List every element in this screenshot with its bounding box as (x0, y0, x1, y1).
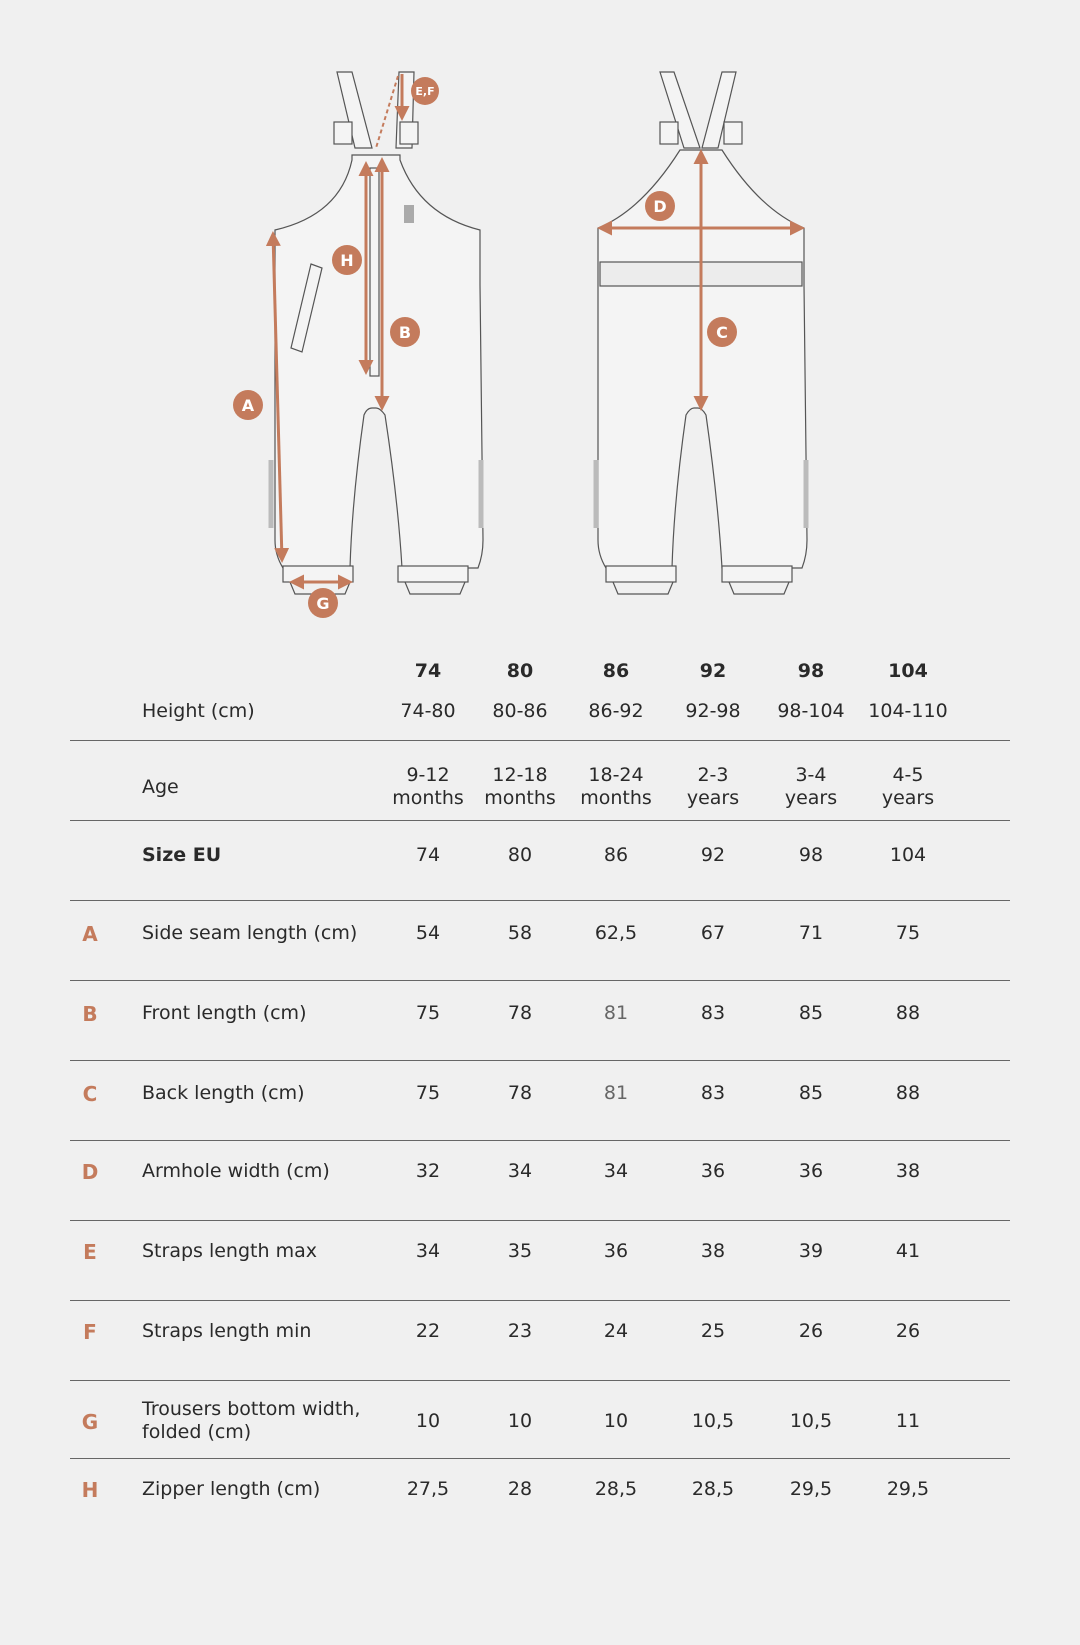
row-label: Back length (cm) (142, 1082, 305, 1104)
cell-98 (763, 764, 859, 810)
cell-80 (472, 700, 568, 723)
cell-line: 80-86 (492, 700, 548, 722)
cell-86 (568, 1410, 664, 1433)
row-label: Zipper length (cm) (142, 1478, 321, 1500)
badge-ef-text: E,F (415, 85, 435, 98)
cell-line: 88 (895, 1002, 921, 1024)
cell-92 (665, 1478, 761, 1501)
badge-h-text: H (340, 251, 354, 270)
cell-line: 26 (895, 1320, 921, 1342)
row-letter: E (83, 1240, 97, 1264)
cell-line: years (784, 787, 838, 809)
cell-104 (860, 1002, 956, 1025)
front-right-cuff (398, 566, 468, 582)
cell-line: 34 (507, 1160, 533, 1182)
row-letter: H (81, 1478, 99, 1502)
front-left-cuff (283, 566, 353, 582)
cell-line: 25 (700, 1320, 726, 1342)
cell-92 (665, 844, 761, 867)
row-divider (70, 1220, 1010, 1221)
cell-line: 41 (895, 1240, 921, 1262)
row-label: Size EU (142, 844, 222, 866)
cell-86 (568, 1160, 664, 1183)
cell-line: 81 (603, 1082, 629, 1104)
cell-92 (665, 1160, 761, 1183)
cell-line: 86 (603, 844, 629, 866)
cell-line: 35 (507, 1240, 533, 1262)
cell-74 (380, 1320, 476, 1343)
size-header-row (70, 660, 1010, 696)
cell-86 (568, 922, 664, 945)
row-letter: C (82, 1082, 98, 1106)
badge-a-text: A (241, 396, 255, 415)
cell-line: 24 (603, 1320, 629, 1342)
cell-line: 62,5 (594, 922, 638, 944)
size-header-104: 104 (888, 660, 928, 682)
row-label: Age (142, 776, 179, 798)
cell-98 (763, 1410, 859, 1433)
cell-line: 81 (603, 1002, 629, 1024)
row-divider (70, 980, 1010, 981)
size-header-74: 74 (414, 660, 442, 682)
row-letter: F (83, 1320, 97, 1344)
row-divider (70, 1458, 1010, 1459)
cell-80 (472, 1160, 568, 1183)
cell-line: 32 (415, 1160, 441, 1182)
row-label: Armhole width (cm) (142, 1160, 330, 1182)
cell-line: 104-110 (868, 700, 948, 722)
cell-74 (380, 922, 476, 945)
cell-line: 104 (889, 844, 927, 866)
cell-line: 92-98 (685, 700, 741, 722)
cell-86 (568, 1320, 664, 1343)
garment-diagram (0, 0, 1080, 640)
cell-74 (380, 764, 476, 810)
size-header-86: 86 (602, 660, 630, 682)
cell-92 (665, 1410, 761, 1433)
cell-line: 28 (507, 1478, 533, 1500)
cell-86 (568, 1002, 664, 1025)
cell-104 (860, 1478, 956, 1501)
cell-74 (380, 844, 476, 867)
cell-86 (568, 844, 664, 867)
cell-line: 71 (798, 922, 824, 944)
back-right-buckle (724, 122, 742, 144)
cell-line: 78 (507, 1002, 533, 1024)
row-label: Side seam length (cm) (142, 922, 358, 944)
cell-92 (665, 1240, 761, 1263)
row-divider (70, 900, 1010, 901)
cell-74 (380, 1160, 476, 1183)
cell-line: 36 (603, 1240, 629, 1262)
cell-line: 28,5 (594, 1478, 638, 1500)
cell-line: 92 (700, 844, 726, 866)
back-left-buckle (660, 122, 678, 144)
cell-92 (665, 922, 761, 945)
row-label: Straps length max (142, 1240, 317, 1262)
cell-86 (568, 700, 664, 723)
cell-line: 4-5 (892, 764, 924, 786)
cell-line: 29,5 (886, 1478, 930, 1500)
cell-line: 29,5 (789, 1478, 833, 1500)
row-letter: A (82, 922, 98, 946)
cell-line: 85 (798, 1082, 824, 1104)
cell-line: months (484, 787, 556, 809)
cell-74 (380, 1002, 476, 1025)
cell-104 (860, 764, 956, 810)
cell-98 (763, 1320, 859, 1343)
cell-line: 98-104 (777, 700, 845, 722)
row-divider (70, 820, 1010, 821)
back-right-cuff (722, 566, 792, 582)
cell-80 (472, 1240, 568, 1263)
size-header-98: 98 (797, 660, 825, 682)
cell-line: 75 (415, 1002, 441, 1024)
row-label: Straps length min (142, 1320, 312, 1342)
row-label: Front length (cm) (142, 1002, 307, 1024)
cell-line: 39 (798, 1240, 824, 1262)
cell-104 (860, 1240, 956, 1263)
cell-line: months (392, 787, 464, 809)
cell-line: 36 (798, 1160, 824, 1182)
cell-80 (472, 844, 568, 867)
cell-line: 34 (415, 1240, 441, 1262)
cell-80 (472, 1478, 568, 1501)
row-letter: G (81, 1410, 99, 1434)
cell-80 (472, 764, 568, 810)
cell-74 (380, 1410, 476, 1433)
cell-line: 26 (798, 1320, 824, 1342)
cell-line: 54 (415, 922, 441, 944)
cell-line: 80 (507, 844, 533, 866)
cell-line: 75 (415, 1082, 441, 1104)
cell-line: 18-24 (588, 764, 644, 786)
cell-line: 11 (895, 1410, 921, 1432)
cell-104 (860, 922, 956, 945)
badge-d-text: D (653, 197, 667, 216)
cell-line: 10,5 (789, 1410, 833, 1432)
cell-104 (860, 1082, 956, 1105)
cell-line: 85 (798, 1002, 824, 1024)
cell-line: 9-12 (406, 764, 450, 786)
cell-104 (860, 1320, 956, 1343)
cell-104 (860, 844, 956, 867)
front-left-buckle (334, 122, 352, 144)
cell-80 (472, 1002, 568, 1025)
badge-g-text: G (316, 594, 330, 613)
front-right-footstrap (405, 582, 465, 594)
cell-line: 38 (700, 1240, 726, 1262)
cell-line: 74 (415, 844, 441, 866)
back-left-cuff (606, 566, 676, 582)
cell-92 (665, 700, 761, 723)
cell-98 (763, 1002, 859, 1025)
cell-line: 86-92 (588, 700, 644, 722)
cell-line: 34 (603, 1160, 629, 1182)
row-divider (70, 1380, 1010, 1381)
size-header-92: 92 (699, 660, 727, 682)
cell-line: 75 (895, 922, 921, 944)
cell-line: 10,5 (691, 1410, 735, 1432)
cell-line: 3-4 (795, 764, 827, 786)
cell-98 (763, 1240, 859, 1263)
cell-74 (380, 700, 476, 723)
row-label: Trousers bottom width, folded (cm) (142, 1398, 361, 1443)
cell-80 (472, 1320, 568, 1343)
cell-line: 98 (798, 844, 824, 866)
cell-line: 38 (895, 1160, 921, 1182)
cell-98 (763, 844, 859, 867)
row-divider (70, 1140, 1010, 1141)
front-logo-patch (404, 205, 414, 223)
cell-line: 28,5 (691, 1478, 735, 1500)
cell-98 (763, 700, 859, 723)
cell-92 (665, 1002, 761, 1025)
cell-line: 22 (415, 1320, 441, 1342)
cell-line: 10 (603, 1410, 629, 1432)
cell-92 (665, 1082, 761, 1105)
cell-86 (568, 1240, 664, 1263)
row-divider (70, 1060, 1010, 1061)
cell-line: 83 (700, 1082, 726, 1104)
cell-80 (472, 1410, 568, 1433)
cell-86 (568, 764, 664, 810)
cell-74 (380, 1082, 476, 1105)
cell-98 (763, 922, 859, 945)
cell-74 (380, 1478, 476, 1501)
cell-line: years (686, 787, 740, 809)
row-letter: B (82, 1002, 98, 1026)
cell-92 (665, 764, 761, 810)
cell-line: 12-18 (492, 764, 548, 786)
row-divider (70, 740, 1010, 741)
row-label: Height (cm) (142, 700, 255, 722)
cell-92 (665, 1320, 761, 1343)
cell-line: 27,5 (406, 1478, 450, 1500)
cell-104 (860, 1160, 956, 1183)
cell-98 (763, 1478, 859, 1501)
cell-line: 23 (507, 1320, 533, 1342)
badge-c-text: C (716, 323, 728, 342)
cell-line: months (580, 787, 652, 809)
front-view (271, 72, 483, 594)
cell-80 (472, 1082, 568, 1105)
row-divider (70, 1300, 1010, 1301)
badge-b-text: B (398, 323, 412, 342)
cell-line: 36 (700, 1160, 726, 1182)
cell-104 (860, 1410, 956, 1433)
cell-line: 83 (700, 1002, 726, 1024)
cell-line: 78 (507, 1082, 533, 1104)
cell-104 (860, 700, 956, 723)
front-right-buckle (400, 122, 418, 144)
cell-line: years (881, 787, 935, 809)
cell-86 (568, 1478, 664, 1501)
cell-98 (763, 1160, 859, 1183)
cell-86 (568, 1082, 664, 1105)
cell-80 (472, 922, 568, 945)
size-header-80: 80 (506, 660, 534, 682)
cell-line: 67 (700, 922, 726, 944)
cell-line: 2-3 (697, 764, 729, 786)
row-letter: D (81, 1160, 99, 1184)
cell-line: 58 (507, 922, 533, 944)
cell-98 (763, 1082, 859, 1105)
cell-line: 10 (507, 1410, 533, 1432)
cell-74 (380, 1240, 476, 1263)
cell-line: 74-80 (400, 700, 456, 722)
cell-line: 10 (415, 1410, 441, 1432)
cell-line: 88 (895, 1082, 921, 1104)
